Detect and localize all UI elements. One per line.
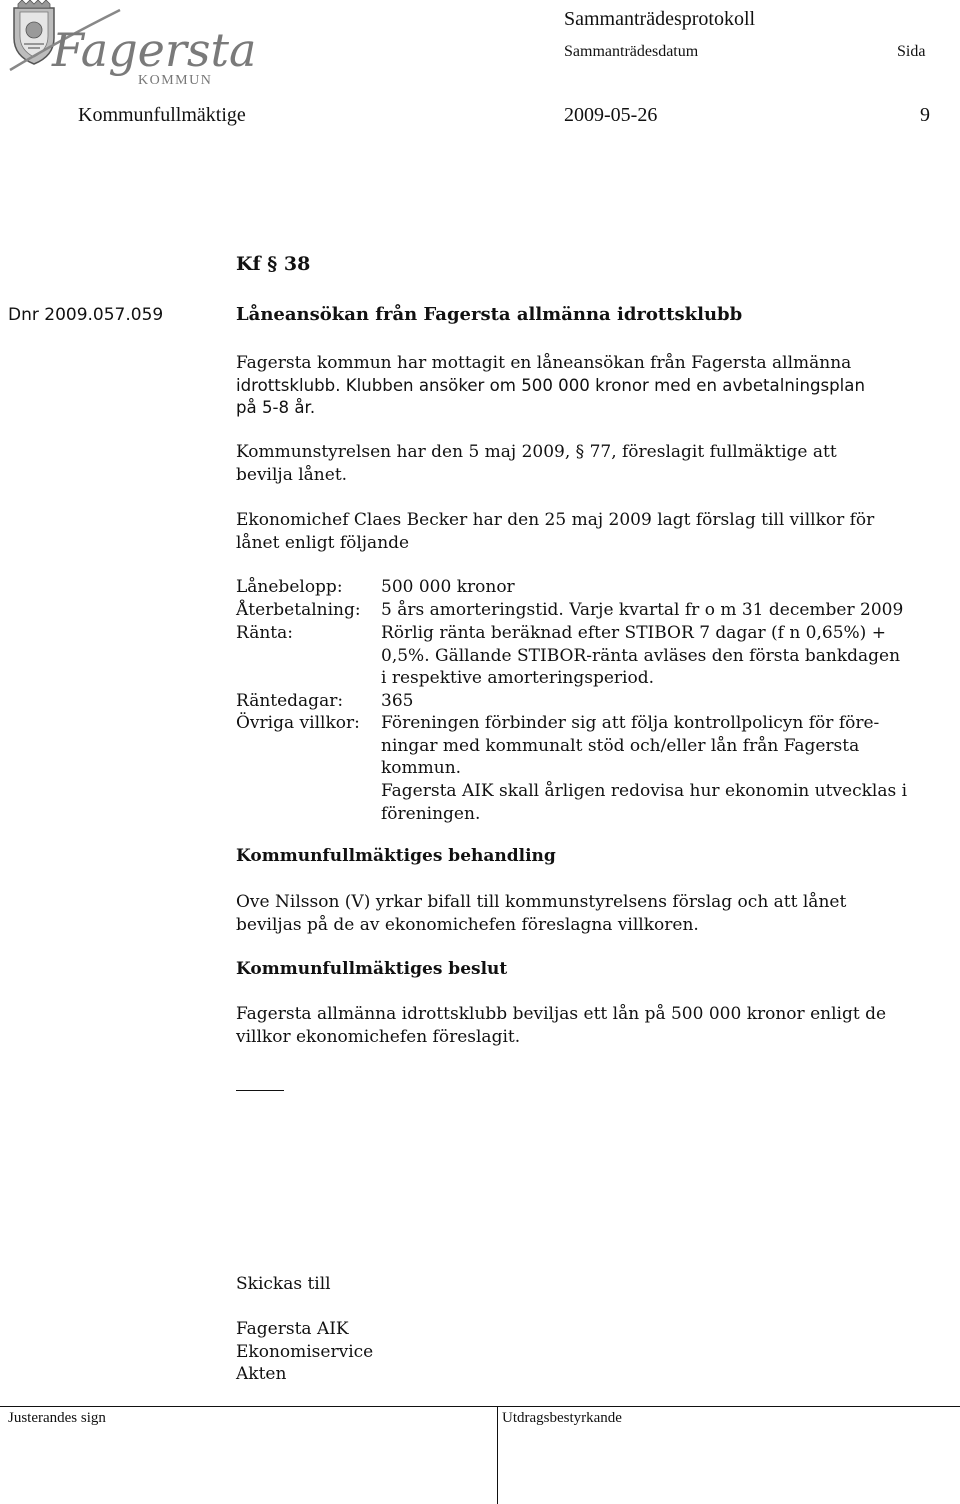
meeting-date: 2009-05-26 <box>564 104 658 126</box>
separator-line <box>236 1090 284 1091</box>
footer-divider <box>0 1406 960 1407</box>
meeting-body: Kommunfullmäktige <box>78 104 246 126</box>
footer-sign-label: Justerandes sign <box>8 1410 106 1426</box>
diary-number: Dnr 2009.057.059 <box>8 305 164 325</box>
section-title: Låneansökan från Fagersta allmänna idrottsklubb <box>236 304 743 325</box>
footer-column-divider <box>497 1406 498 1504</box>
coat-of-arms-icon <box>14 0 54 64</box>
date-label: Sammanträdesdatum <box>564 43 699 60</box>
org-sub: KOMMUN <box>138 73 213 88</box>
footer-certify-label: Utdragsbestyrkande <box>502 1410 622 1426</box>
handling-text: Ove Nilsson (V) yrkar bifall till kommunstyrelsens förslag och att lånet beviljas på de av ekonomichefen föreslagna villkoren. <box>236 892 847 935</box>
paragraph-terms-intro: Ekonomichef Claes Becker har den 25 maj 2009 lagt förslag till villkor för lånet enligt följande <box>236 510 875 553</box>
section-code: Kf § 38 <box>236 253 311 275</box>
recipient: Fagersta AIK <box>236 1319 349 1339</box>
decision-heading: Kommunfullmäktiges beslut <box>236 959 508 979</box>
page-number: 9 <box>920 104 930 126</box>
handling-heading: Kommunfullmäktiges behandling <box>236 846 556 866</box>
recipient: Ekonomiservice <box>236 1341 374 1362</box>
doc-title: Sammanträdesprotokoll <box>564 8 756 30</box>
decision-text: Fagersta allmänna idrottsklubb beviljas ett lån på 500 000 kronor enligt de villkor ekonomichefen föreslagit. <box>236 1004 887 1047</box>
distribution-heading: Skickas till <box>236 1274 331 1294</box>
distribution-list <box>236 1318 373 1386</box>
paragraph-application: Fagersta kommun har mottagit en låneansökan från Fagersta allmänna idrottsklubb. Klubben ansöker om 500 000 kronor med en avbetalningsplan på 5-8 år. <box>236 353 865 418</box>
org-name: Fagersta <box>52 23 257 77</box>
page-label: Sida <box>897 43 926 60</box>
fagersta-logo <box>0 0 257 90</box>
paragraph-proposal: Kommunstyrelsen har den 5 maj 2009, § 77, föreslagit fullmäktige att bevilja lånet. <box>236 442 837 485</box>
recipient: Akten <box>236 1364 287 1385</box>
